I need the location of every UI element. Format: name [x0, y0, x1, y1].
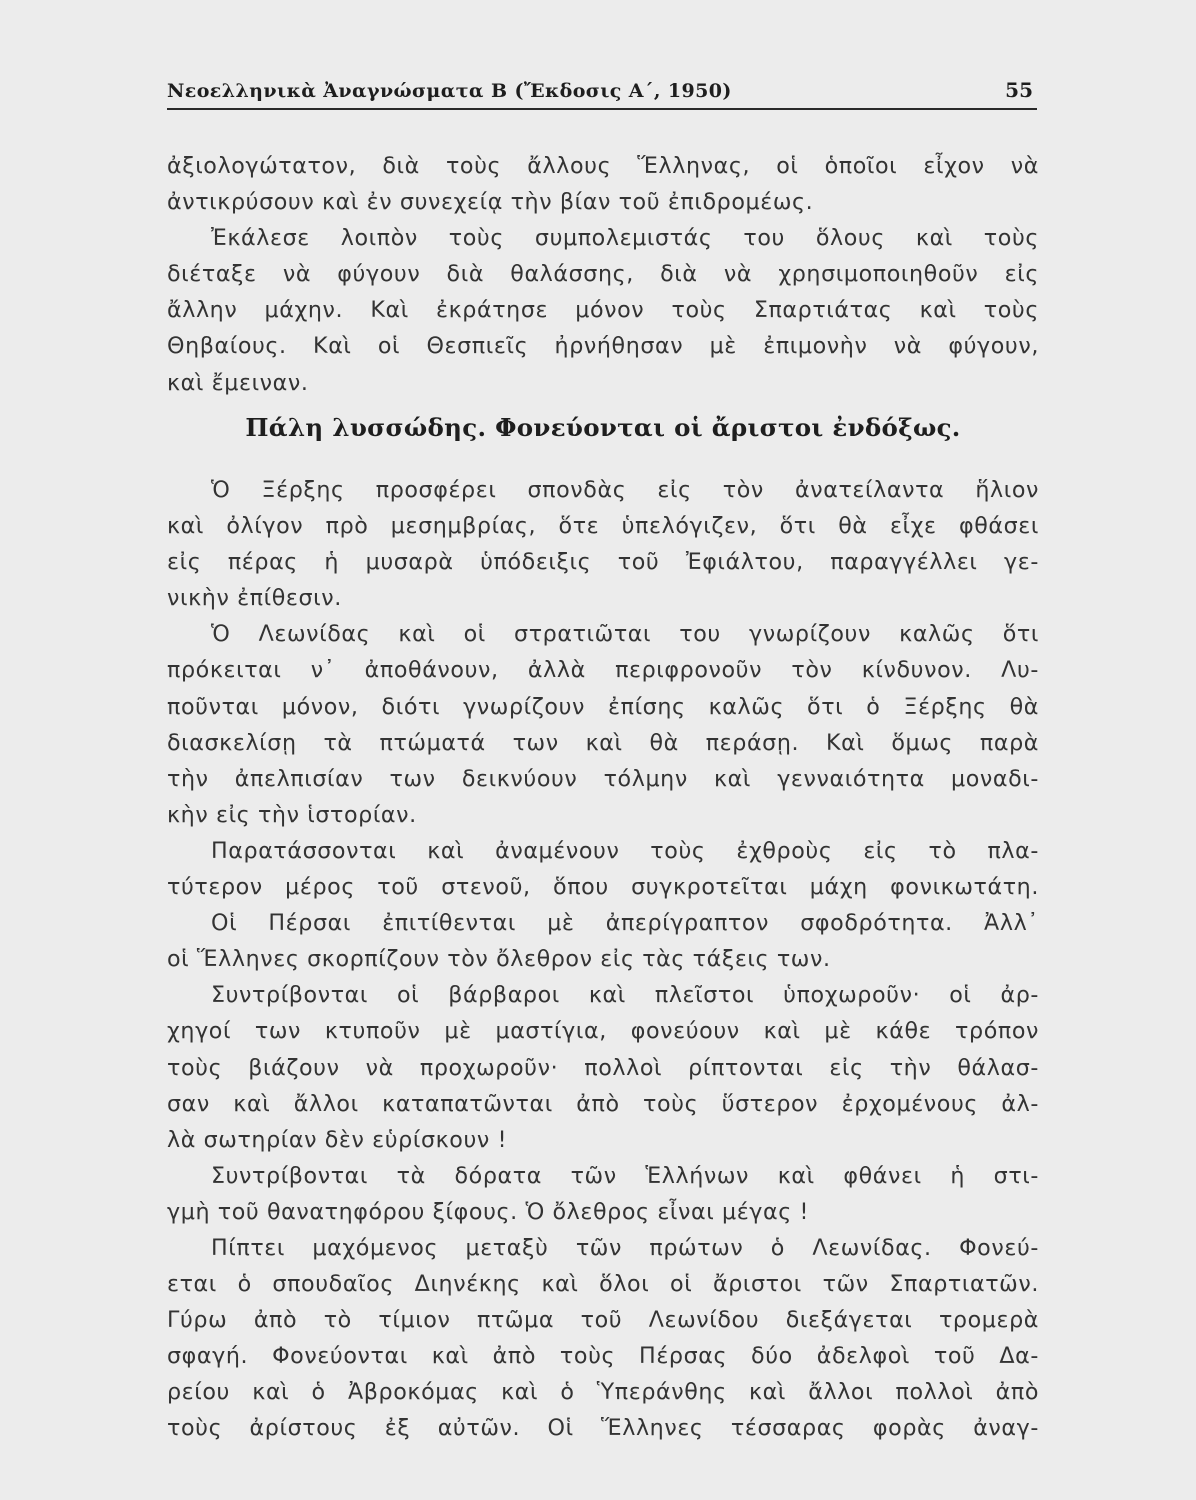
text-line: Συντρίβονται οἱ βάρβαροι καὶ πλεῖστοι ὑποχωροῦν· οἱ ἀρ- [211, 982, 1039, 1009]
text-line: Θηβαίους. Καὶ οἱ Θεσπιεῖς ἠρνήθησαν μὲ ἐπιμονὴν νὰ φύγουν, [167, 333, 1039, 360]
section-heading: Πάλη λυσσώδης. Φονεύονται οἱ ἄριστοι ἐνδόξως. [245, 413, 961, 442]
text-line: ρείου καὶ ὁ Ἀβροκόμας καὶ ὁ Ὑπεράνθης καὶ ἄλλοι πολλοὶ ἀπὸ [167, 1379, 1039, 1406]
text-line: Ἐκάλεσε λοιπὸν τοὺς συμπολεμιστάς του ὅλους καὶ τοὺς [211, 225, 1039, 252]
intro-paragraphs [167, 148, 1039, 401]
text-line: καὶ ὀλίγον πρὸ μεσημβρίας, ὅτε ὑπελόγιζεν, ὅτι θὰ εἶχε φθάσει [167, 513, 1039, 540]
page-number: 55 [1005, 78, 1033, 102]
text-line: ἄλλην μάχην. Καὶ ἐκράτησε μόνον τοὺς Σπαρτιάτας καὶ τοὺς [167, 297, 1039, 324]
text-line: Ὁ Ξέρξης προσφέρει σπονδὰς εἰς τὸν ἀνατείλαντα ἥλιον [211, 477, 1039, 503]
text-line: τύτερον μέρος τοῦ στενοῦ, ὅπου συγκροτεῖται μάχη φονικωτάτη. [167, 874, 1039, 901]
text-line: ἀντικρύσουν καὶ ἐν συνεχείᾳ τὴν βίαν τοῦ ἐπιδρομέως. [167, 189, 814, 216]
text-line: τοὺς ἀρίστους ἐξ αὐτῶν. Οἱ Ἕλληνες τέσσαρας φορὰς ἀναγ- [167, 1415, 1039, 1442]
text-line: Συντρίβονται τὰ δόρατα τῶν Ἑλλήνων καὶ φθάνει ἡ στι- [211, 1162, 1039, 1189]
text-line: σαν καὶ ἄλλοι καταπατῶνται ἀπὸ τοὺς ὕστερον ἐρχομένους ἀλ- [167, 1090, 1039, 1117]
text-line: Οἱ Πέρσαι ἐπιτίθενται μὲ ἀπερίγραπτον σφοδρότητα. Ἀλλ᾽ [211, 910, 1039, 937]
text-line: Παρατάσσονται καὶ ἀναμένουν τοὺς ἐχθροὺς εἰς τὸ πλα- [211, 837, 1039, 864]
text-line: πρόκειται ν᾽ ἀποθάνουν, ἀλλὰ περιφρονοῦν τὸν κίνδυνον. Λυ- [167, 657, 1039, 684]
book-title: Νεοελληνικὰ Ἀναγνώσματα Β (Ἔκδοσις Α΄, 1950) [167, 80, 732, 102]
text-line: Πίπτει μαχόμενος μεταξὺ τῶν πρώτων ὁ Λεωνίδας. Φονεύ- [211, 1234, 1039, 1261]
text-line: διασκελίσῃ τὰ πτώματά των καὶ θὰ περάσῃ. Καὶ ὅμως παρὰ [167, 729, 1039, 756]
text-line: Ὁ Λεωνίδας καὶ οἱ στρατιῶται του γνωρίζουν καλῶς ὅτι [211, 621, 1039, 648]
text-line: καὶ ἔμειναν. [167, 369, 309, 396]
text-line: ἀξιολογώτατον, διὰ τοὺς ἄλλους Ἕλληνας, οἱ ὁποῖοι εἶχον νὰ [167, 153, 1039, 179]
text-line: τὴν ἀπελπισίαν των δεικνύουν τόλμην καὶ γενναιότητα μοναδι- [167, 765, 1039, 792]
main-paragraphs [167, 472, 1039, 1447]
text-line: ποῦνται μόνον, διότι γνωρίζουν ἐπίσης καλῶς ὅτι ὁ Ξέρξης θὰ [167, 693, 1039, 720]
text-line: εἰς πέρας ἡ μυσαρὰ ὑπόδειξις τοῦ Ἐφιάλτου, παραγγέλλει γε- [167, 549, 1039, 576]
text-line: γμὴ τοῦ θανατηφόρου ξίφους. Ὁ ὄλεθρος εἶναι μέγας ! [167, 1198, 810, 1225]
text-line: εται ὁ σπουδαῖος Διηνέκης καὶ ὅλοι οἱ ἄριστοι τῶν Σπαρτιατῶν. [167, 1271, 1039, 1298]
text-line: νικὴν ἐπίθεσιν. [167, 585, 342, 612]
text-line: Γύρω ἀπὸ τὸ τίμιον πτῶμα τοῦ Λεωνίδου διεξάγεται τρομερὰ [167, 1307, 1039, 1334]
text-line: διέταξε νὰ φύγουν διὰ θαλάσσης, διὰ νὰ χρησιμοποιηθοῦν εἰς [167, 261, 1039, 288]
text-line: χηγοί των κτυποῦν μὲ μαστίγια, φονεύουν καὶ μὲ κάθε τρόπον [167, 1018, 1039, 1045]
text-line: σφαγή. Φονεύονται καὶ ἀπὸ τοὺς Πέρσας δύο ἀδελφοὶ τοῦ Δα- [167, 1343, 1039, 1370]
text-line: τοὺς βιάζουν νὰ προχωροῦν· πολλοὶ ρίπτονται εἰς τὴν θάλασ- [167, 1054, 1039, 1081]
text-line: οἱ Ἕλληνες σκορπίζουν τὸν ὄλεθρον εἰς τὰς τάξεις των. [167, 946, 831, 973]
running-header [167, 78, 1037, 110]
text-line: κὴν εἰς τὴν ἱστορίαν. [167, 801, 417, 828]
text-line: λὰ σωτηρίαν δὲν εὑρίσκουν ! [167, 1126, 508, 1153]
